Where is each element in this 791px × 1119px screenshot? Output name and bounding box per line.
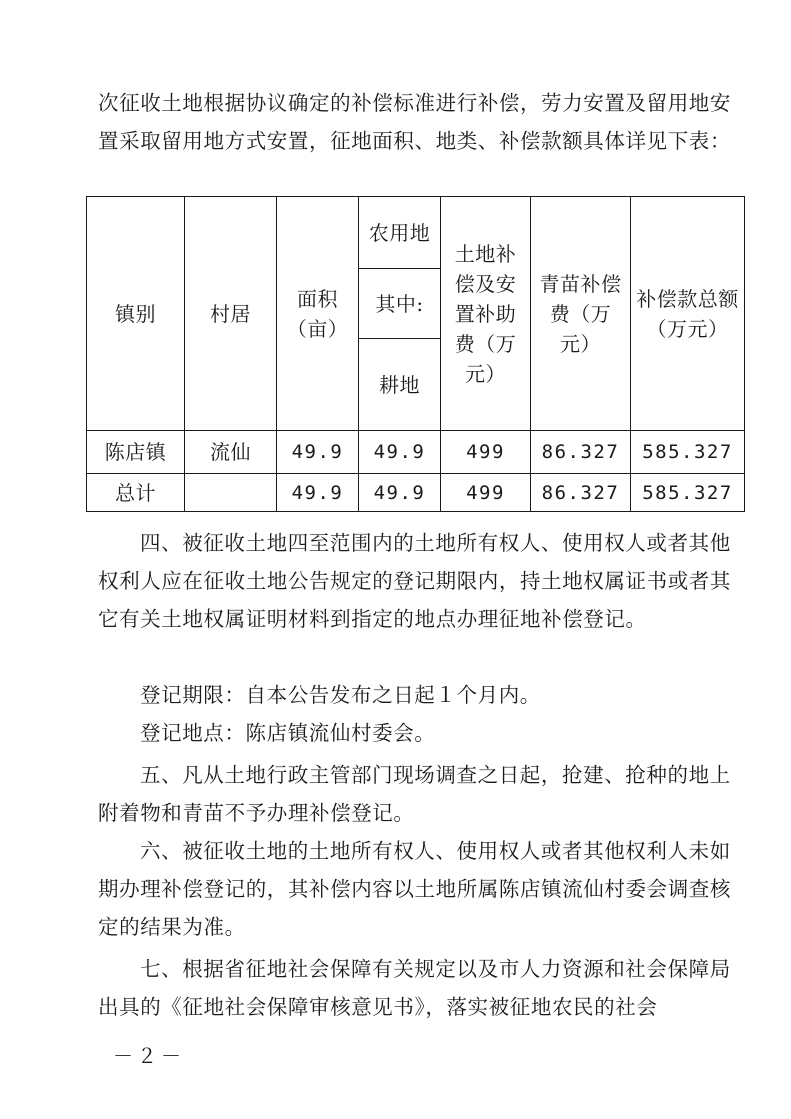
cell-area: 49.9 — [277, 474, 359, 512]
cell-town: 陈店镇 — [87, 431, 185, 474]
compensation-table — [86, 196, 745, 512]
cell-total-compensation: 585.327 — [631, 431, 745, 474]
header-town: 镇别 — [87, 197, 185, 431]
header-area: 面积（亩） — [277, 197, 359, 431]
cell-crop-compensation: 86.327 — [531, 474, 631, 512]
cell-land-compensation: 499 — [441, 431, 531, 474]
header-village: 村居 — [185, 197, 277, 431]
header-farmland: 农用地 — [359, 197, 441, 269]
cell-crop-compensation: 86.327 — [531, 431, 631, 474]
cell-area: 49.9 — [277, 431, 359, 474]
cell-village — [185, 474, 277, 512]
table-header-row — [87, 197, 745, 269]
cell-total-compensation: 585.327 — [631, 474, 745, 512]
registration-location: 登记地点：陈店镇流仙村委会。 — [140, 721, 436, 745]
registration-deadline: 登记期限：自本公告发布之日起１个月内。 — [140, 683, 541, 707]
header-cultivated: 耕地 — [359, 339, 441, 431]
page-number: －２－ — [113, 1044, 185, 1068]
header-land-compensation: 土地补偿及安置补助费（万元） — [441, 197, 531, 431]
header-total-compensation: 补偿款总额（万元） — [631, 197, 745, 431]
section-5-paragraph: 五、凡从土地行政主管部门现场调查之日起，抢建、抢种的地上附着物和青苗不予办理补偿登记。 — [98, 763, 731, 825]
section-7-paragraph: 七、根据省征地社会保障有关规定以及市人力资源和社会保障局出具的《征地社会保障审核意见书》，落实被征地农民的社会 — [98, 957, 731, 1019]
section-4-paragraph: 四、被征收土地四至范围内的土地所有权人、使用权人或者其他权利人应在征收土地公告规定的登记期限内，持土地权属证书或者其它有关土地权属证明材料到指定的地点办理征地补偿登记。 — [98, 531, 731, 631]
cell-land-compensation: 499 — [441, 474, 531, 512]
table-row — [87, 474, 745, 512]
section-6-paragraph: 六、被征收土地的土地所有权人、使用权人或者其他权利人未如期办理补偿登记的，其补偿内容以土地所属陈店镇流仙村委会调查核定的结果为准。 — [98, 839, 731, 939]
header-crop-compensation: 青苗补偿费（万元） — [531, 197, 631, 431]
cell-village: 流仙 — [185, 431, 277, 474]
intro-paragraph: 次征收土地根据协议确定的补偿标准进行补偿，劳力安置及留用地安置采取留用地方式安置，征地面积、地类、补偿款额具体详见下表： — [98, 91, 731, 153]
cell-cultivated: 49.9 — [359, 474, 441, 512]
cell-cultivated: 49.9 — [359, 431, 441, 474]
header-of-which: 其中: — [359, 269, 441, 339]
cell-town: 总计 — [87, 474, 185, 512]
table-row — [87, 431, 745, 474]
